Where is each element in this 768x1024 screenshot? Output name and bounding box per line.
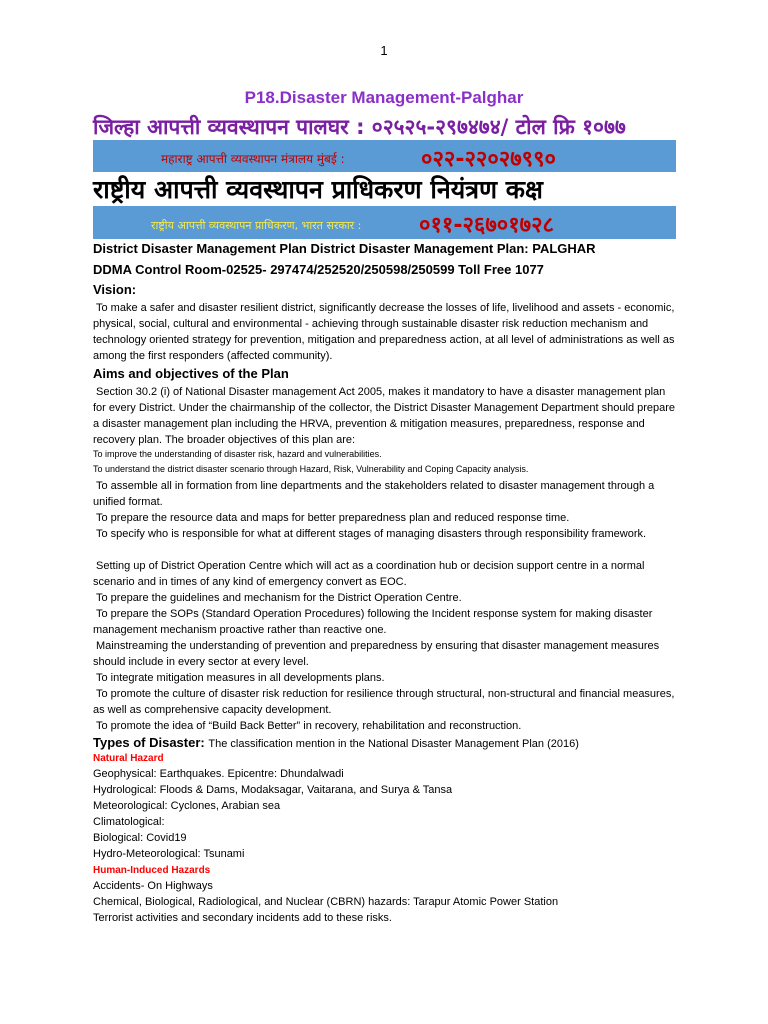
aims-intro: Section 30.2 (i) of National Disaster management Act 2005, makes it mandatory to have a disaster management plan for every District. Under the chairmanship of the collector, the District Disaster Management Department should prepare a disaster management plan including the HRVA, prevention & mitigation measures, preparedness, response and recovery plan. The broader objectives of this plan are:: [93, 386, 676, 446]
human-hazard-label: Human-Induced Hazards: [93, 865, 211, 876]
aims-item: To prepare the guidelines and mechanism for the District Operation Centre.: [96, 592, 462, 604]
natural-hazard-item: Hydrological: Floods & Dams, Modaksagar, Vaitarana, and Surya & Tansa: [93, 784, 453, 796]
page-number: 1: [380, 43, 388, 58]
types-heading-line: [93, 735, 579, 750]
district-helpline: जिल्हा आपत्ती व्यवस्थापन पालघर : ०२५२५-२९७४७४/ टोल फ्रि १०७७: [93, 115, 626, 139]
page-title: P18.Disaster Management-Palghar: [244, 88, 524, 107]
aims-item: To promote the culture of disaster risk reduction for resilience through structural, non-structural and financial measures, as well as comprehensive capacity development.: [93, 688, 675, 716]
plan-title: District Disaster Management Plan District Disaster Management Plan: PALGHAR: [93, 241, 596, 256]
aims-item: To assemble all in formation from line departments and the stakeholders related to disaster management through a unified format.: [93, 480, 655, 508]
human-hazard-item: Terrorist activities and secondary incidents add to these risks.: [93, 912, 392, 924]
national-helpline-number: ०११-२६७०१७२८: [419, 213, 554, 238]
natural-hazard-item: Hydro-Meteorological: Tsunami: [93, 848, 245, 860]
aims-item: To specify who is responsible for what at different stages of managing disasters through responsibility framework.: [96, 528, 647, 540]
national-control-room-heading: राष्ट्रीय आपत्ती व्यवस्थापन प्राधिकरण नियंत्रण कक्ष: [93, 175, 543, 204]
aims-item: To integrate mitigation measures in all developments plans.: [96, 672, 385, 684]
aims-small-item: To understand the district disaster scenario through Hazard, Risk, Vulnerability and Coping Capacity analysis.: [93, 464, 529, 474]
state-helpline-number: ०२२-२२०२७९९०: [421, 147, 556, 172]
aims-item: To prepare the resource data and maps for better preparedness plan and reduced response time.: [96, 512, 570, 524]
natural-hazard-item: Biological: Covid19: [93, 832, 187, 844]
aims-heading: Aims and objectives of the Plan: [93, 366, 289, 381]
national-helpline-label: राष्ट्रीय आपत्ती व्यवस्थापन प्राधिकरण, भारत सरकार :: [151, 219, 362, 232]
aims-item: Mainstreaming the understanding of prevention and preparedness by ensuring that disaster management measures should include in every sector at every level.: [93, 640, 660, 668]
state-helpline-label: महाराष्ट्र आपत्ती व्यवस्थापन मंत्रालय मुंबई :: [161, 152, 345, 166]
aims-small-item: To improve the understanding of disaster risk, hazard and vulnerabilities.: [93, 449, 382, 459]
natural-hazard-item: Climatological:: [93, 816, 165, 828]
aims-item: To prepare the SOPs (Standard Operation Procedures) following the Incident response system for making disaster management mechanism proactive rather than reactive one.: [93, 608, 653, 636]
types-heading: Types of Disaster:: [93, 735, 205, 750]
natural-hazard-item: Geophysical: Earthquakes. Epicentre: Dhundalwadi: [93, 768, 344, 780]
aims-item: To promote the idea of “Build Back Better” in recovery, rehabilitation and reconstruction.: [96, 720, 522, 732]
natural-hazard-item: Meteorological: Cyclones, Arabian sea: [93, 800, 281, 812]
human-hazard-item: Accidents- On Highways: [93, 880, 213, 892]
control-room-line: DDMA Control Room-02525- 297474/252520/250598/250599 Toll Free 1077: [93, 262, 544, 277]
state-helpline-band: [93, 140, 676, 172]
human-hazard-item: Chemical, Biological, Radiological, and Nuclear (CBRN) hazards: Tarapur Atomic Power Station: [93, 896, 559, 908]
natural-hazard-label: Natural Hazard: [93, 753, 164, 764]
national-helpline-band: [93, 206, 676, 239]
vision-heading: Vision:: [93, 282, 137, 297]
aims-item: Setting up of District Operation Centre which will act as a coordination hub or decision support centre in a normal scenario and in times of any kind of emergency convert as EOC.: [93, 560, 645, 588]
types-description: The classification mention in the National Disaster Management Plan (2016): [208, 738, 579, 750]
vision-text: To make a safer and disaster resilient district, significantly decrease the losses of life, livelihood and assets - economic, physical, social, cultural and environmental - achieving through sustainable disaster risk reduction mechanism and technology oriented strategy for prevention, mitigation and preparedness action, at all level of administrations as well as among the first responders (affected community).: [93, 302, 675, 362]
